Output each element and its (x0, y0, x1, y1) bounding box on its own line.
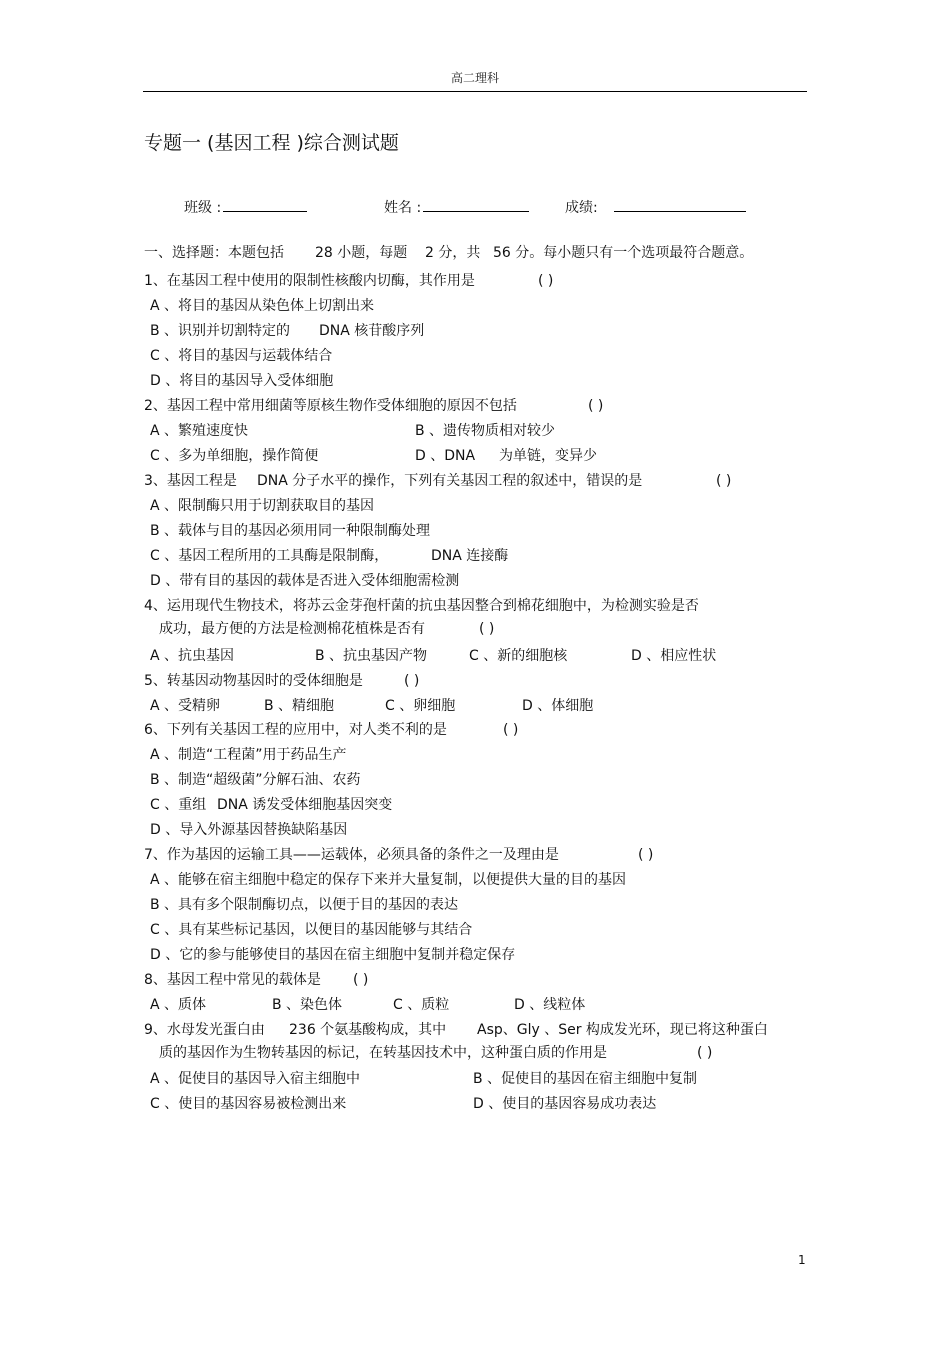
answer-parenthesis: ( ) (404, 673, 420, 689)
option-a: A 、繁殖速度快 (150, 423, 249, 439)
score-blank[interactable] (614, 196, 746, 212)
option-c: C 、基因工程所用的工具酶是限制酶， (150, 548, 389, 564)
option-c: C 、具有某些标记基因，以便目的基因能够与其结合 (150, 922, 473, 938)
option-c: C 、多为单细胞，操作简便 (150, 448, 319, 464)
class-blank[interactable] (223, 196, 307, 212)
answer-parenthesis: ( ) (503, 722, 519, 738)
option-c-cont: DNA 连接酶 (431, 548, 509, 564)
answer-parenthesis: ( ) (538, 273, 554, 289)
question-3-text: 3、基因工程是 (144, 473, 237, 489)
name-blank[interactable] (423, 196, 529, 212)
option-d: D 、DNA (415, 448, 476, 464)
option-b: B 、具有多个限制酶切点，以便于目的基因的表达 (150, 897, 459, 913)
option-d: D 、导入外源基因替换缺陷基因 (150, 822, 348, 838)
class-field (184, 196, 307, 217)
option-d: D 、线粒体 (514, 997, 586, 1013)
option-d: D 、它的参与能够使目的基因在宿主细胞中复制并稳定保存 (150, 947, 516, 963)
option-b: B 、促使目的基因在宿主细胞中复制 (473, 1071, 698, 1087)
question-4-text: 4、运用现代生物技术，将苏云金芽孢杆菌的抗虫基因整合到棉花细胞中，为检测实验是否 (144, 598, 699, 614)
option-c: C 、使目的基因容易被检测出来 (150, 1096, 347, 1112)
question-2-text: 2、基因工程中常用细菌等原核生物作受体细胞的原因不包括 (144, 398, 517, 414)
question-9-text: 9、水母发光蛋白由 (144, 1022, 265, 1038)
document-title: 专题一 (基因工程 )综合测试题 (144, 132, 399, 154)
option-b: B 、染色体 (272, 997, 343, 1013)
question-4-text-cont: 成功，最方便的方法是检测棉花植株是否有 (159, 621, 425, 637)
question-1-text: 1、在基因工程中使用的限制性核酸内切酶，其作用是 (144, 273, 475, 289)
answer-parenthesis: ( ) (697, 1045, 713, 1061)
option-c-cont: DNA 诱发受体细胞基因突变 (217, 797, 393, 813)
option-c: C 、新的细胞核 (469, 648, 568, 664)
option-a: A 、限制酶只用于切割获取目的基因 (150, 498, 375, 514)
intro-text-b: 28 小题，每题 (315, 245, 408, 261)
option-d: D 、体细胞 (522, 698, 594, 714)
option-c: C 、重组 (150, 797, 207, 813)
option-a: A 、抗虫基因 (150, 648, 235, 664)
question-7-text: 7、作为基因的运输工具——运载体，必须具备的条件之一及理由是 (144, 847, 559, 863)
option-d-cont: 为单链，变异少 (499, 448, 597, 464)
class-label: 班级 : (184, 200, 222, 216)
option-b-cont: DNA 核苷酸序列 (319, 323, 425, 339)
answer-parenthesis: ( ) (716, 473, 732, 489)
question-8-text: 8、基因工程中常见的载体是 (144, 972, 321, 988)
intro-text-d: 56 分。每小题只有一个选项最符合题意。 (493, 245, 754, 261)
question-9-text-b: 236 个氨基酸构成，其中 (289, 1022, 447, 1038)
option-d: D 、使目的基因容易成功表达 (473, 1096, 657, 1112)
option-a: A 、能够在宿主细胞中稳定的保存下来并大量复制，以便提供大量的目的基因 (150, 872, 627, 888)
answer-parenthesis: ( ) (638, 847, 654, 863)
option-c: C 、质粒 (393, 997, 450, 1013)
option-a: A 、将目的基因从染色体上切割出来 (150, 298, 375, 314)
option-b: B 、精细胞 (264, 698, 335, 714)
answer-parenthesis: ( ) (353, 972, 369, 988)
name-field (384, 196, 529, 217)
page-number: 1 (798, 1253, 806, 1267)
header-divider (143, 91, 807, 92)
student-info-row (0, 196, 950, 216)
intro-text-c: 2 分，共 (425, 245, 481, 261)
answer-parenthesis: ( ) (479, 621, 495, 637)
option-d: D 、相应性状 (631, 648, 717, 664)
option-d: D 、将目的基因导入受体细胞 (150, 373, 334, 389)
header-title: 高二理科 (450, 71, 499, 85)
answer-parenthesis: ( ) (588, 398, 604, 414)
option-c: C 、卵细胞 (385, 698, 456, 714)
option-a: A 、促使目的基因导入宿主细胞中 (150, 1071, 361, 1087)
option-b: B 、遗传物质相对较少 (415, 423, 556, 439)
score-label: 成绩: (565, 200, 598, 216)
option-c: C 、将目的基因与运载体结合 (150, 348, 333, 364)
name-label: 姓名 : (384, 200, 422, 216)
score-field (565, 196, 746, 217)
question-6-text: 6、下列有关基因工程的应用中，对人类不利的是 (144, 722, 447, 738)
intro-text-a: 一、选择题：本题包括 (144, 245, 284, 261)
question-5-text: 5、转基因动物基因时的受体细胞是 (144, 673, 363, 689)
option-b: B 、制造“超级菌”分解石油、农药 (150, 772, 361, 788)
question-9-text-c: Asp、Gly 、Ser 构成发光环，现已将这种蛋白 (477, 1022, 768, 1038)
option-b: B 、载体与目的基因必须用同一种限制酶处理 (150, 523, 431, 539)
option-a: A 、受精卵 (150, 698, 221, 714)
option-d: D 、带有目的基因的载体是否进入受体细胞需检测 (150, 573, 460, 589)
question-3-text-cont: DNA 分子水平的操作，下列有关基因工程的叙述中，错误的是 (257, 473, 643, 489)
option-b: B 、识别并切割特定的 (150, 323, 291, 339)
option-a: A 、制造“工程菌”用于药品生产 (150, 747, 347, 763)
option-a: A 、质体 (150, 997, 207, 1013)
question-9-text-cont: 质的基因作为生物转基因的标记，在转基因技术中，这种蛋白质的作用是 (159, 1045, 607, 1061)
option-b: B 、抗虫基因产物 (315, 648, 428, 664)
